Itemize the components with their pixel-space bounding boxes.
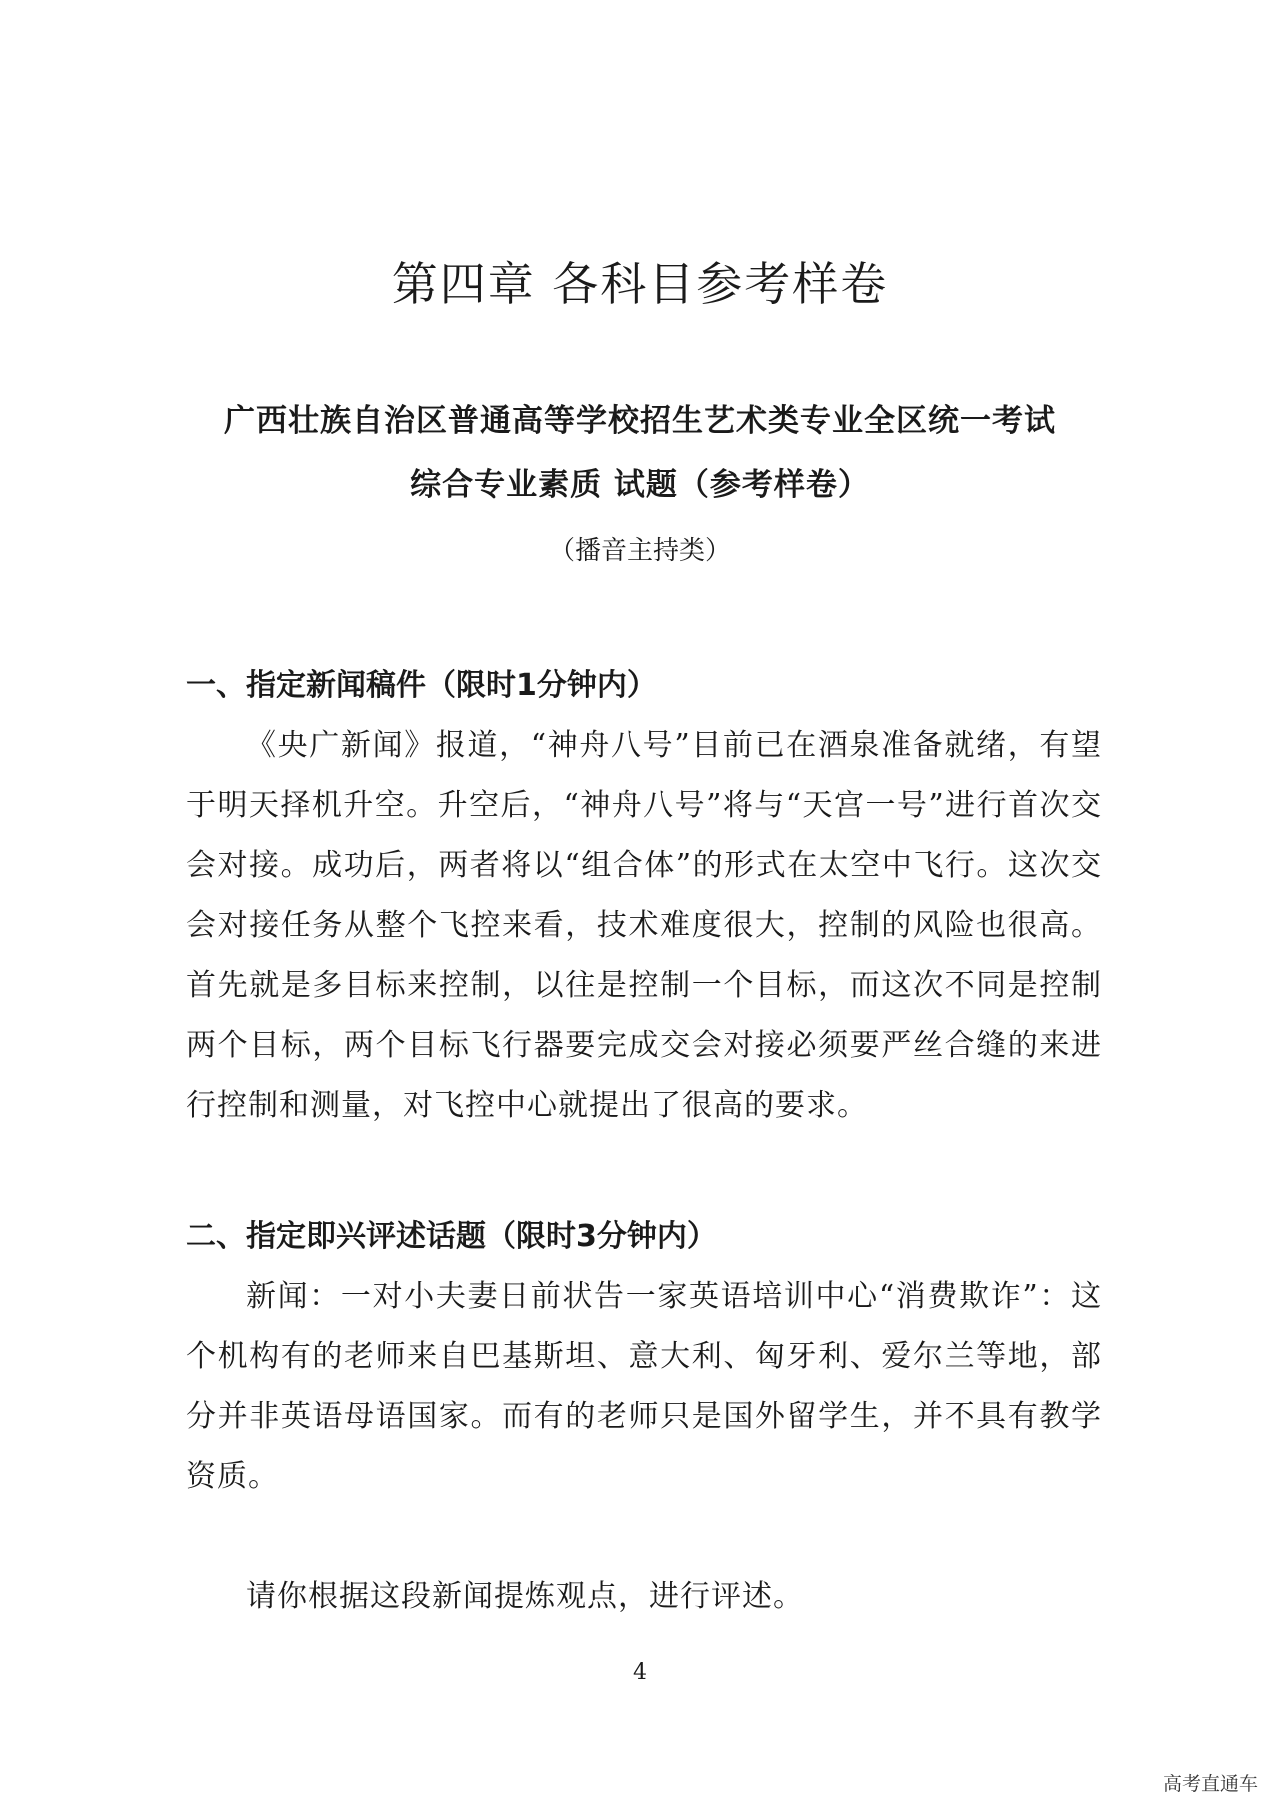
exam-category: （播音主持类） — [548, 536, 731, 566]
page-number: 4 — [633, 1660, 647, 1685]
section2-body: 新闻：一对小夫妻日前状告一家英语培训中心“消费欺诈”：这个机构有的老师来自巴基斯坦、意大利、匈牙利、爱尔兰等地，部分并非英语母语国家。而有的老师只是国外留学生，并不具有教学资质。 — [186, 1279, 1102, 1494]
section1-body: 《央广新闻》报道，“神舟八号”目前已在酒泉准备就绪，有望于明天择机升空。升空后，“神舟八号”将与“天宫一号”进行首次交会对接。成功后，两者将以“组合体”的形式在太空中飞行。这次交会对接任务从整个飞控来看，技术难度很大，控制的风险也很高。首先就是多目标来控制，以往是控制一个目标，而这次不同是控制两个目标，两个目标飞行器要完成交会对接必须要严丝合缝的来进行控制和测量，对飞控中心就提出了很高的要求。 — [186, 728, 1102, 1123]
watermark: 高考直通车 — [1162, 1773, 1258, 1795]
section2-heading: 二、指定即兴评述话题（限时3分钟内） — [186, 1219, 717, 1254]
exam-title-line2: 综合专业素质 试题（参考样卷） — [410, 467, 870, 503]
section-commentary — [186, 1207, 1102, 1507]
chapter-title: 第四章 各科目参考样卷 — [391, 257, 889, 311]
instruction-text: 请你根据这段新闻提炼观点，进行评述。 — [246, 1579, 804, 1614]
exam-title-line1: 广西壮族自治区普通高等学校招生艺术类专业全区统一考试 — [224, 403, 1056, 439]
section-news-reading — [186, 656, 1102, 1136]
section1-heading: 一、指定新闻稿件（限时1分钟内） — [186, 668, 657, 703]
